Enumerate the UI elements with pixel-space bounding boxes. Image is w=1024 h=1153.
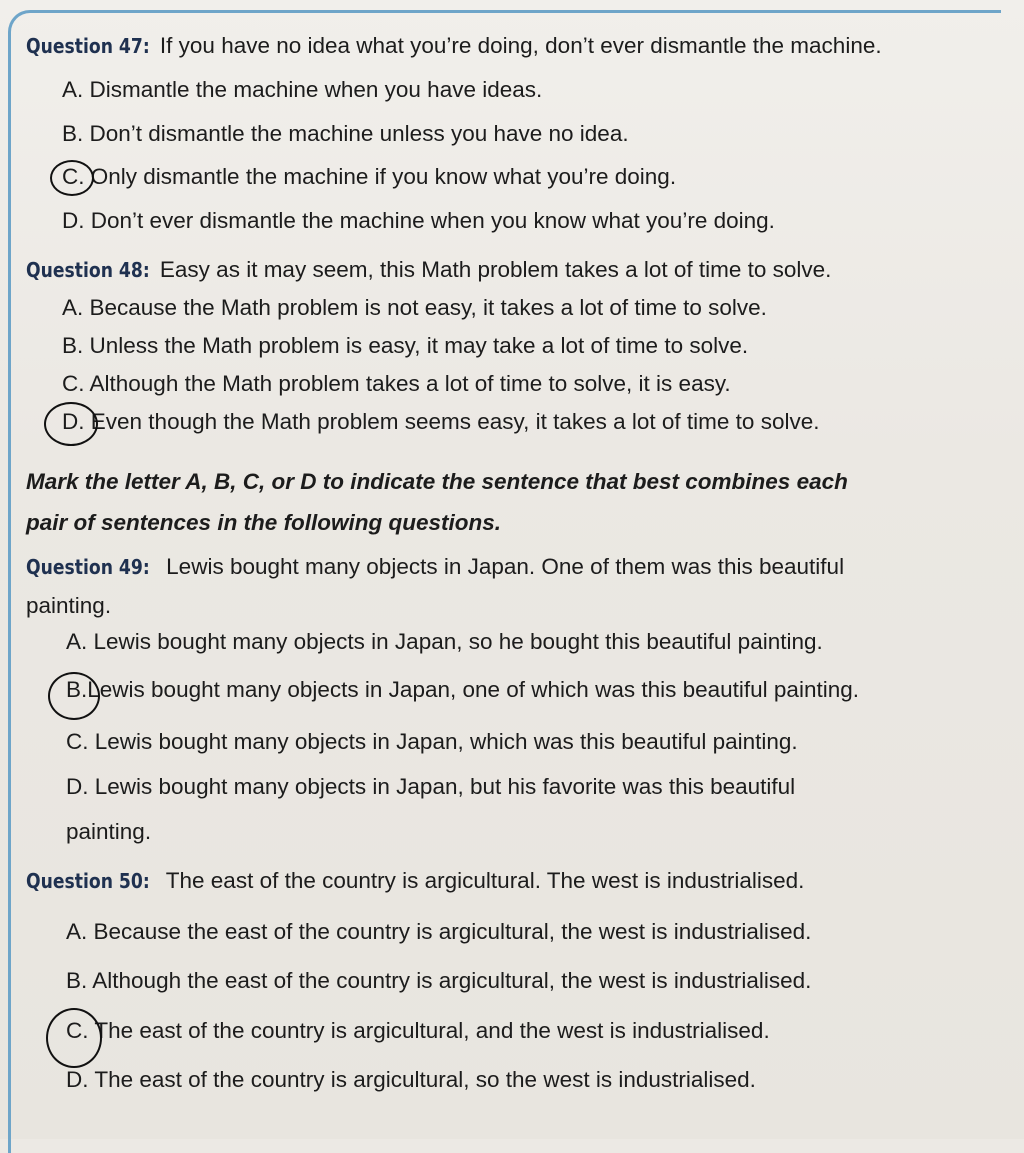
question-50-option-c-letter: C. [66,1018,89,1043]
question-47-text: If you have no idea what you’re doing, don’t ever dismantle the machine. [159,33,882,58]
section-instruction-line-2: pair of sentences in the following questions. [26,510,502,535]
question-49-option-c: C. Lewis bought many objects in Japan, which was this beautiful painting. [66,729,798,754]
answer-circle-mark [50,160,94,196]
question-48-option-c: C. Although the Math problem takes a lot of time to solve, it is easy. [62,371,731,396]
question-49-option-b [66,676,859,703]
question-48-option-d-letter: D. [62,409,85,434]
question-49-option-d-line-2: painting. [66,819,152,844]
answer-circle-mark [48,672,100,720]
question-47-option-c [62,163,676,190]
question-48-stem [26,256,831,283]
question-50-label: Question 50: [26,869,150,893]
question-50-option-b: B. Although the east of the country is argicultural, the west is industrialised. [66,968,812,993]
question-49-option-b-text: Lewis bought many objects in Japan, one of which was this beautiful painting. [87,677,859,702]
question-48-label: Question 48: [26,258,150,282]
question-47-option-c-letter: C. [62,164,85,189]
question-50-option-d: D. The east of the country is argicultural, so the west is industrialised. [66,1067,756,1092]
question-47-option-a: A. Dismantle the machine when you have ideas. [62,77,543,102]
question-49-option-a: A. Lewis bought many objects in Japan, so he bought this beautiful painting. [66,629,823,654]
question-47-option-c-text: Only dismantle the machine if you know what you’re doing. [90,164,677,189]
question-48-option-a: A. Because the Math problem is not easy, it takes a lot of time to solve. [62,295,767,320]
question-49-label: Question 49: [26,555,150,579]
question-48-option-d-text: Even though the Math problem seems easy, it takes a lot of time to solve. [90,409,820,434]
question-50-stem [26,867,804,894]
question-49-stem [26,553,844,580]
question-48-option-d [62,408,819,435]
question-48-option-b: B. Unless the Math problem is easy, it may take a lot of time to solve. [62,333,749,358]
answer-circle-mark [46,1008,102,1068]
question-47-option-d: D. Don’t ever dismantle the machine when you know what you’re doing. [62,208,775,233]
question-49-text-line-1: Lewis bought many objects in Japan. One of them was this beautiful [166,554,845,579]
question-47-option-b: B. Don’t dismantle the machine unless you have no idea. [62,121,629,146]
answer-circle-mark [44,402,98,446]
question-47-stem [26,32,882,59]
question-49-option-d-line-1: D. Lewis bought many objects in Japan, but his favorite was this beautiful [66,774,796,799]
question-50-option-c [66,1017,770,1044]
question-50-option-c-text: The east of the country is argicultural, and the west is industrialised. [94,1018,770,1043]
question-50-text: The east of the country is argicultural. The west is industrialised. [165,868,805,893]
question-47-label: Question 47: [26,34,150,58]
question-48-text: Easy as it may seem, this Math problem takes a lot of time to solve. [159,257,832,282]
section-instruction-line-1: Mark the letter A, B, C, or D to indicate the sentence that best combines each [26,469,848,494]
question-50-option-a: A. Because the east of the country is argicultural, the west is industrialised. [66,919,812,944]
question-49-option-b-letter: B. [66,677,88,702]
question-49-text-line-2: painting. [26,593,112,618]
